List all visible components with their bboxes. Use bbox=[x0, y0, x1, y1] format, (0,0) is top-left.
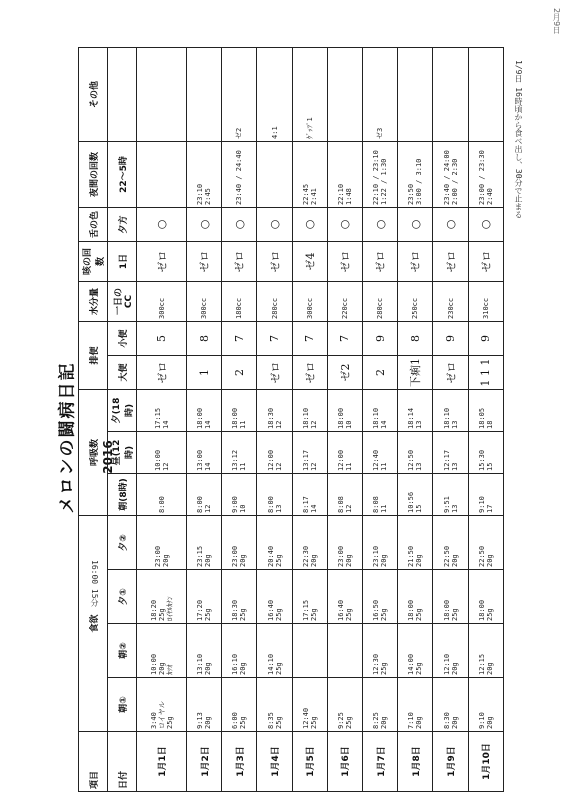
stool-cell: 1 bbox=[187, 355, 222, 389]
date-cell: 1月6日 bbox=[327, 732, 362, 792]
meal-evening2: 23:15 20g bbox=[187, 515, 222, 569]
col-excretion: 排便 bbox=[79, 321, 108, 389]
night-cough-cell bbox=[137, 141, 187, 207]
water-cell: 250cc bbox=[398, 281, 433, 321]
meal-evening1: 16:50 25g bbox=[363, 570, 398, 624]
meal-morning2: 13:10 20g bbox=[187, 624, 222, 678]
urine-cell: 8 bbox=[398, 321, 433, 355]
night-cough-cell: 23:40 / 24:40 bbox=[222, 141, 257, 207]
meal-morning1: 12:40 25g bbox=[292, 678, 327, 732]
cough-cell: ゼロ bbox=[363, 241, 398, 281]
other-cell: ｹﾞｯﾌﾟ1 bbox=[292, 47, 327, 141]
other-cell bbox=[327, 47, 362, 141]
table-row bbox=[292, 47, 327, 791]
night-cough-cell: 23:10 2:45 bbox=[187, 141, 222, 207]
urine-cell: 9 bbox=[468, 321, 503, 355]
cough-cell: ゼ4 bbox=[292, 241, 327, 281]
urine-cell: 9 bbox=[363, 321, 398, 355]
urine-cell: 7 bbox=[257, 321, 292, 355]
other-cell bbox=[137, 47, 187, 141]
col-cough-sub: 1日 bbox=[108, 241, 137, 281]
meal-morning2: 14:00 25g bbox=[398, 624, 433, 678]
breath-noon: 15:30 15 bbox=[468, 431, 503, 473]
meal-morning2: 16:10 20g bbox=[222, 624, 257, 678]
breath-evening: 18:00 10 bbox=[327, 389, 362, 431]
table-body bbox=[137, 47, 504, 791]
breath-morning: 8:08 12 bbox=[327, 473, 362, 515]
page-year: 2016 bbox=[101, 440, 115, 474]
meal-evening2: 23:00 20g bbox=[137, 515, 187, 569]
meal-evening2: 22:50 20g bbox=[468, 515, 503, 569]
table-row bbox=[137, 47, 187, 791]
breath-noon: 13:12 11 bbox=[222, 431, 257, 473]
breath-noon: 13:17 12 bbox=[292, 431, 327, 473]
date-cell: 1月5日 bbox=[292, 732, 327, 792]
col-urine: 小便 bbox=[108, 321, 137, 355]
night-cough-cell bbox=[257, 141, 292, 207]
breath-noon: 12:00 11 bbox=[327, 431, 362, 473]
cough-cell: ゼロ bbox=[398, 241, 433, 281]
footnote-vertical: 1/9日 16時頃から食べ出し、30分で止まる bbox=[514, 60, 523, 219]
breath-morning: 8:17 14 bbox=[292, 473, 327, 515]
breath-evening: 18:30 12 bbox=[257, 389, 292, 431]
night-cough-cell: 22:45 2:41 bbox=[292, 141, 327, 207]
meal-morning2: 12:10 20g bbox=[433, 624, 468, 678]
stool-cell: 2 bbox=[222, 355, 257, 389]
tongue-cell: ○ bbox=[327, 207, 362, 241]
urine-cell: 9 bbox=[433, 321, 468, 355]
meal-morning1: 8:35 25g bbox=[257, 678, 292, 732]
stool-cell: 1 1 1 bbox=[468, 355, 503, 389]
breath-morning: 9:51 13 bbox=[433, 473, 468, 515]
meal-evening1: 16:40 25g bbox=[257, 570, 292, 624]
breath-morning: 10:56 15 bbox=[398, 473, 433, 515]
meal-evening2: 21:50 20g bbox=[398, 515, 433, 569]
meal-evening2: 23:00 20g bbox=[222, 515, 257, 569]
other-cell bbox=[468, 47, 503, 141]
meal-morning2: 10:00 20g ｶﾂｵ bbox=[137, 624, 187, 678]
col-cough: 咳の回数 bbox=[79, 241, 108, 281]
water-cell: 310cc bbox=[468, 281, 503, 321]
cough-cell: ゼロ bbox=[327, 241, 362, 281]
breath-evening: 18:10 14 bbox=[363, 389, 398, 431]
cough-cell: ゼロ bbox=[222, 241, 257, 281]
date-cell: 1月1日 bbox=[137, 732, 187, 792]
urine-cell: 5 bbox=[137, 321, 187, 355]
breath-morning: 8:00 13 bbox=[257, 473, 292, 515]
meal-evening1: 18:20 25g ﾛｲﾔﾙｶﾅﾝ bbox=[137, 570, 187, 624]
diary-table-stage bbox=[78, 48, 504, 792]
table-row bbox=[398, 47, 433, 791]
meal-morning1: 3:40 ロイヤル 25g bbox=[137, 678, 187, 732]
meal-morning1: 8:25 20g bbox=[363, 678, 398, 732]
diary-table-rotated bbox=[78, 48, 504, 792]
tongue-cell: ○ bbox=[363, 207, 398, 241]
meal-morning1: 6:00 25g bbox=[222, 678, 257, 732]
breath-morning: 9:10 17 bbox=[468, 473, 503, 515]
table-row bbox=[187, 47, 222, 791]
date-cell: 1月7日 bbox=[363, 732, 398, 792]
meal-morning1: 9:13 20g bbox=[187, 678, 222, 732]
meal-evening2: 23:10 20g bbox=[363, 515, 398, 569]
breath-morning: 8:08 11 bbox=[363, 473, 398, 515]
col-water: 水分量 bbox=[79, 281, 108, 321]
col-night-sub: 22～5時 bbox=[108, 141, 137, 207]
night-cough-cell: 22:10 / 23:10 1:22 / 1:30 bbox=[363, 141, 398, 207]
footnote bbox=[78, 778, 504, 792]
cough-cell: ゼロ bbox=[257, 241, 292, 281]
col-evening2: 夕② bbox=[108, 515, 137, 569]
tongue-cell: ○ bbox=[468, 207, 503, 241]
stool-cell: ゼロ bbox=[433, 355, 468, 389]
stool-cell: ゼロ bbox=[257, 355, 292, 389]
breath-evening: 18:14 13 bbox=[398, 389, 433, 431]
night-cough-cell: 23:40 / 24:00 2:00 / 2:30 bbox=[433, 141, 468, 207]
cough-cell: ゼロ bbox=[137, 241, 187, 281]
date-cell: 1月2日 bbox=[187, 732, 222, 792]
stool-cell: 下痢1 bbox=[398, 355, 433, 389]
breath-noon: 10:00 12 bbox=[137, 431, 187, 473]
water-cell: 230cc bbox=[433, 281, 468, 321]
meal-morning2 bbox=[327, 624, 362, 678]
table-row bbox=[222, 47, 257, 791]
table-row bbox=[433, 47, 468, 791]
date-cell: 1月4日 bbox=[257, 732, 292, 792]
other-cell: ゼ3 bbox=[363, 47, 398, 141]
other-cell: 4:1 bbox=[257, 47, 292, 141]
night-cough-cell: 23:00 / 23:30 2:40 bbox=[468, 141, 503, 207]
breath-evening: 18:05 18 bbox=[468, 389, 503, 431]
meal-morning2: 12:15 20g bbox=[468, 624, 503, 678]
water-cell: 280cc bbox=[257, 281, 292, 321]
breath-evening: 18:00 11 bbox=[222, 389, 257, 431]
date-cell: 1月9日 bbox=[433, 732, 468, 792]
stool-cell: ゼロ bbox=[137, 355, 187, 389]
header-row-2 bbox=[108, 47, 137, 791]
col-other-sub bbox=[108, 47, 137, 141]
bottom-note: 16:00 15分 bbox=[90, 560, 99, 607]
col-other: その他 bbox=[79, 47, 108, 141]
col-morning1: 朝① bbox=[108, 678, 137, 732]
meal-evening2: 22:30 20g bbox=[292, 515, 327, 569]
breath-evening: 18:10 12 bbox=[292, 389, 327, 431]
col-morning2: 朝② bbox=[108, 624, 137, 678]
other-cell bbox=[398, 47, 433, 141]
table-row bbox=[327, 47, 362, 791]
col-water-sub: 一日のCC bbox=[108, 281, 137, 321]
breath-morning: 8:00 bbox=[137, 473, 187, 515]
meal-evening1: 18:00 25g bbox=[398, 570, 433, 624]
breath-evening: 18:10 13 bbox=[433, 389, 468, 431]
night-cough-cell: 23:50 3:00 / 3:10 bbox=[398, 141, 433, 207]
meal-morning1: 9:25 25g bbox=[327, 678, 362, 732]
meal-morning1: 7:10 20g bbox=[398, 678, 433, 732]
breath-noon: 13:00 14 bbox=[187, 431, 222, 473]
meal-morning2: 14:10 25g bbox=[257, 624, 292, 678]
other-cell bbox=[433, 47, 468, 141]
breath-morning: 8:00 12 bbox=[187, 473, 222, 515]
col-stool: 大便 bbox=[108, 355, 137, 389]
col-item: 項目 bbox=[79, 732, 108, 792]
breath-noon: 12:50 13 bbox=[398, 431, 433, 473]
urine-cell: 7 bbox=[292, 321, 327, 355]
meal-evening1: 16:40 25g bbox=[327, 570, 362, 624]
meal-evening2: 22:50 20g bbox=[433, 515, 468, 569]
col-breath-morning: 朝(8時) bbox=[108, 473, 137, 515]
col-breath-evening: 夕(18時) bbox=[108, 389, 137, 431]
water-cell: 300cc bbox=[137, 281, 187, 321]
table-row bbox=[363, 47, 398, 791]
breath-noon: 12:17 13 bbox=[433, 431, 468, 473]
page-title: メロンの闘病日記 bbox=[57, 361, 78, 514]
diary-table bbox=[78, 47, 504, 792]
water-cell: 220cc bbox=[327, 281, 362, 321]
breath-morning: 9:00 10 bbox=[222, 473, 257, 515]
meal-evening1: 18:30 25g bbox=[222, 570, 257, 624]
water-cell: 300cc bbox=[187, 281, 222, 321]
date-cell: 1月8日 bbox=[398, 732, 433, 792]
tongue-cell: ○ bbox=[292, 207, 327, 241]
water-cell: 300cc bbox=[292, 281, 327, 321]
stool-cell: 2 bbox=[363, 355, 398, 389]
col-meals: 食欲 bbox=[79, 515, 108, 731]
breath-evening: 18:00 14 bbox=[187, 389, 222, 431]
meal-evening1: 18:00 25g bbox=[468, 570, 503, 624]
meal-evening2: 20:40 25g bbox=[257, 515, 292, 569]
table-row bbox=[257, 47, 292, 791]
other-cell: ゼ2 bbox=[222, 47, 257, 141]
meal-morning1: 9:10 20g bbox=[468, 678, 503, 732]
breath-noon: 12:40 11 bbox=[363, 431, 398, 473]
water-cell: 280cc bbox=[363, 281, 398, 321]
date-cell: 1月3日 bbox=[222, 732, 257, 792]
other-cell bbox=[187, 47, 222, 141]
date-cell: 1月10日 bbox=[468, 732, 503, 792]
cough-cell: ゼロ bbox=[433, 241, 468, 281]
col-breath: 呼吸数 bbox=[79, 389, 108, 515]
meal-evening1: 17:20 25g bbox=[187, 570, 222, 624]
meal-morning2: 12:30 25g bbox=[363, 624, 398, 678]
urine-cell: 7 bbox=[222, 321, 257, 355]
breath-noon: 12:00 12 bbox=[257, 431, 292, 473]
meal-evening1: 18:00 25g bbox=[433, 570, 468, 624]
meal-morning2 bbox=[292, 624, 327, 678]
col-tongue: 舌の色 bbox=[79, 207, 108, 241]
col-tongue-sub: 夕方 bbox=[108, 207, 137, 241]
night-cough-cell: 22:10 1:48 bbox=[327, 141, 362, 207]
tongue-cell: ○ bbox=[187, 207, 222, 241]
meal-morning1: 8:30 20g bbox=[433, 678, 468, 732]
tongue-cell: ○ bbox=[433, 207, 468, 241]
col-breath-noon: 昼(12時) bbox=[108, 431, 137, 473]
col-date: 日付 bbox=[108, 732, 137, 792]
stool-cell: ゼロ bbox=[292, 355, 327, 389]
cough-cell: ゼロ bbox=[468, 241, 503, 281]
corner-note: 2月9日 bbox=[552, 8, 561, 35]
table-row bbox=[468, 47, 503, 791]
col-evening1: 夕① bbox=[108, 570, 137, 624]
tongue-cell: ○ bbox=[398, 207, 433, 241]
urine-cell: 8 bbox=[187, 321, 222, 355]
stool-cell: ゼ2 bbox=[327, 355, 362, 389]
water-cell: 180cc bbox=[222, 281, 257, 321]
breath-evening: 17:15 14 bbox=[137, 389, 187, 431]
meal-evening1: 17:15 25g bbox=[292, 570, 327, 624]
urine-cell: 7 bbox=[327, 321, 362, 355]
cough-cell: ゼロ bbox=[187, 241, 222, 281]
col-night: 夜間の回数 bbox=[79, 141, 108, 207]
tongue-cell: ○ bbox=[137, 207, 187, 241]
meal-evening2: 23:00 20g bbox=[327, 515, 362, 569]
tongue-cell: ○ bbox=[222, 207, 257, 241]
tongue-cell: ○ bbox=[257, 207, 292, 241]
